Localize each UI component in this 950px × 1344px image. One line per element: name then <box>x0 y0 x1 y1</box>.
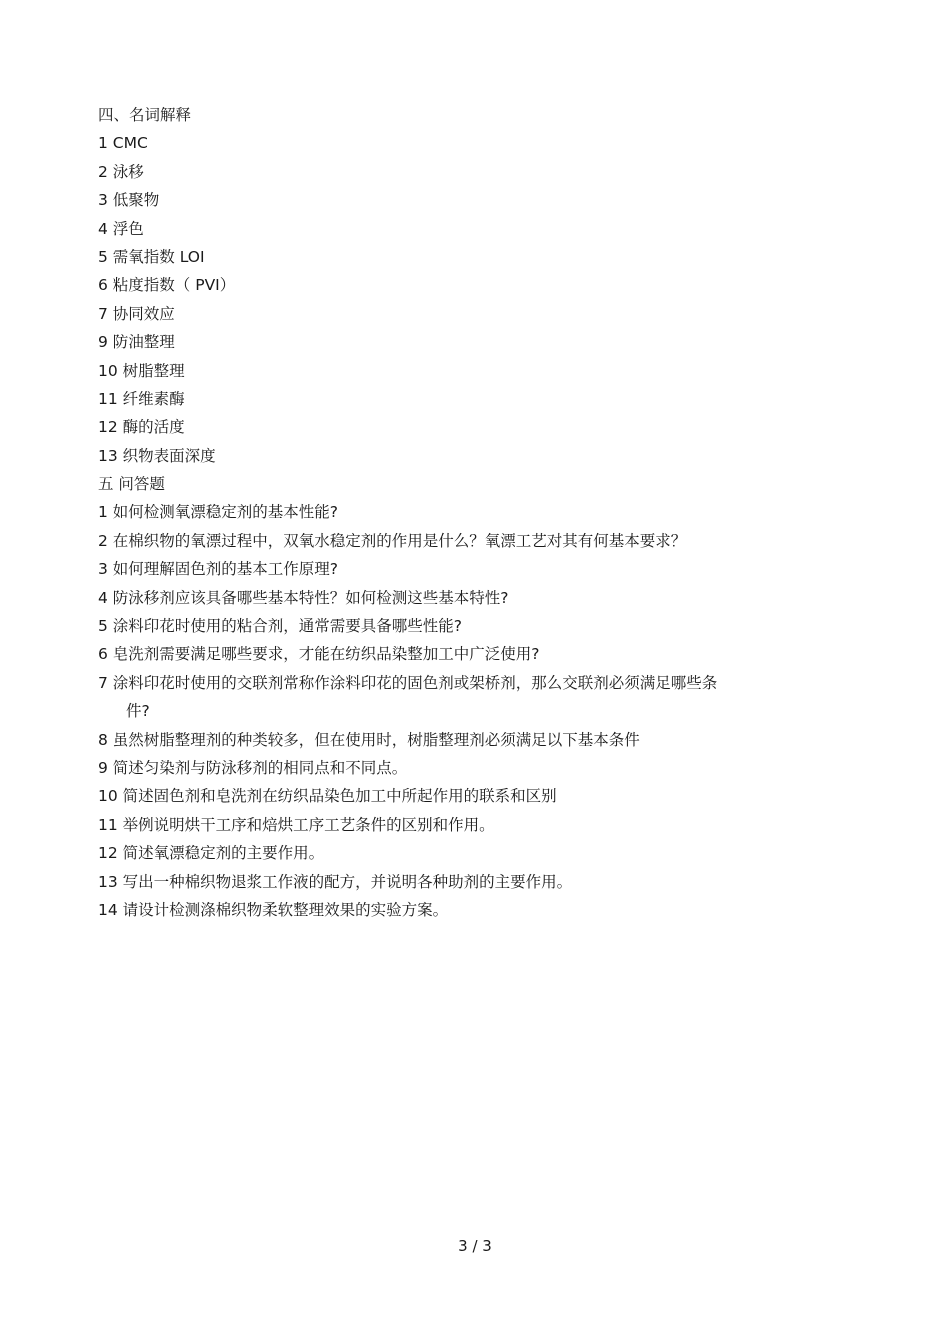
term-item: 1 CMC <box>98 134 148 153</box>
term-item: 11 纤维素酶 <box>98 389 185 408</box>
term-item: 7 协同效应 <box>98 304 175 323</box>
page-number: 3 / 3 <box>458 1237 492 1255</box>
term-item: 4 浮色 <box>98 219 144 238</box>
term-item: 2 泳移 <box>98 162 144 181</box>
question-item: 12 简述氧漂稳定剂的主要作用。 <box>98 844 325 863</box>
question-item: 10 简述固色剂和皂洗剂在纺织品染色加工中所起作用的联系和区别 <box>98 787 557 806</box>
term-item: 10 树脂整理 <box>98 361 185 380</box>
question-item: 3 如何理解固色剂的基本工作原理? <box>98 560 339 579</box>
question-item: 11 举例说明烘干工序和焙烘工序工艺条件的区别和作用。 <box>98 815 495 834</box>
term-item: 13 织物表面深度 <box>98 446 216 465</box>
question-item: 14 请设计检测涤棉织物柔软整理效果的实验方案。 <box>98 900 449 919</box>
question-item: 8 虽然树脂整理剂的种类较多，但在使用时，树脂整理剂必须满足以下基本条件 <box>98 730 640 749</box>
term-item: 6 粘度指数（ PVI） <box>98 276 236 295</box>
question-item: 7 涂料印花时使用的交联剂常称作涂料印花的固色剂或架桥剂，那么交联剂必须满足哪些条 <box>98 673 718 692</box>
term-item: 12 酶的活度 <box>98 418 185 437</box>
question-item: 6 皂洗剂需要满足哪些要求，才能在纺织品染整加工中广泛使用? <box>98 645 540 664</box>
question-item: 2 在棉织物的氧漂过程中，双氧水稳定剂的作用是什么？氧漂工艺对其有何基本要求？ <box>98 531 687 550</box>
question-item: 1 如何检测氧漂稳定剂的基本性能? <box>98 503 339 522</box>
term-item: 5 需氧指数 LOI <box>98 247 205 266</box>
question-item: 9 简述匀染剂与防泳移剂的相同点和不同点。 <box>98 758 408 777</box>
question-item: 4 防泳移剂应该具备哪些基本特性？如何检测这些基本特性? <box>98 588 509 607</box>
question-item: 13 写出一种棉织物退浆工作液的配方，并说明各种助剂的主要作用。 <box>98 872 573 891</box>
term-item: 3 低聚物 <box>98 191 160 210</box>
question-item-continuation: 件? <box>126 702 150 721</box>
term-item: 9 防油整理 <box>98 333 175 352</box>
question-item: 5 涂料印花时使用的粘合剂，通常需要具备哪些性能? <box>98 617 463 636</box>
section-heading-terms: 四、名词解释 <box>98 106 192 124</box>
section-heading-questions: 五 问答题 <box>98 475 165 494</box>
document-content <box>98 101 818 924</box>
